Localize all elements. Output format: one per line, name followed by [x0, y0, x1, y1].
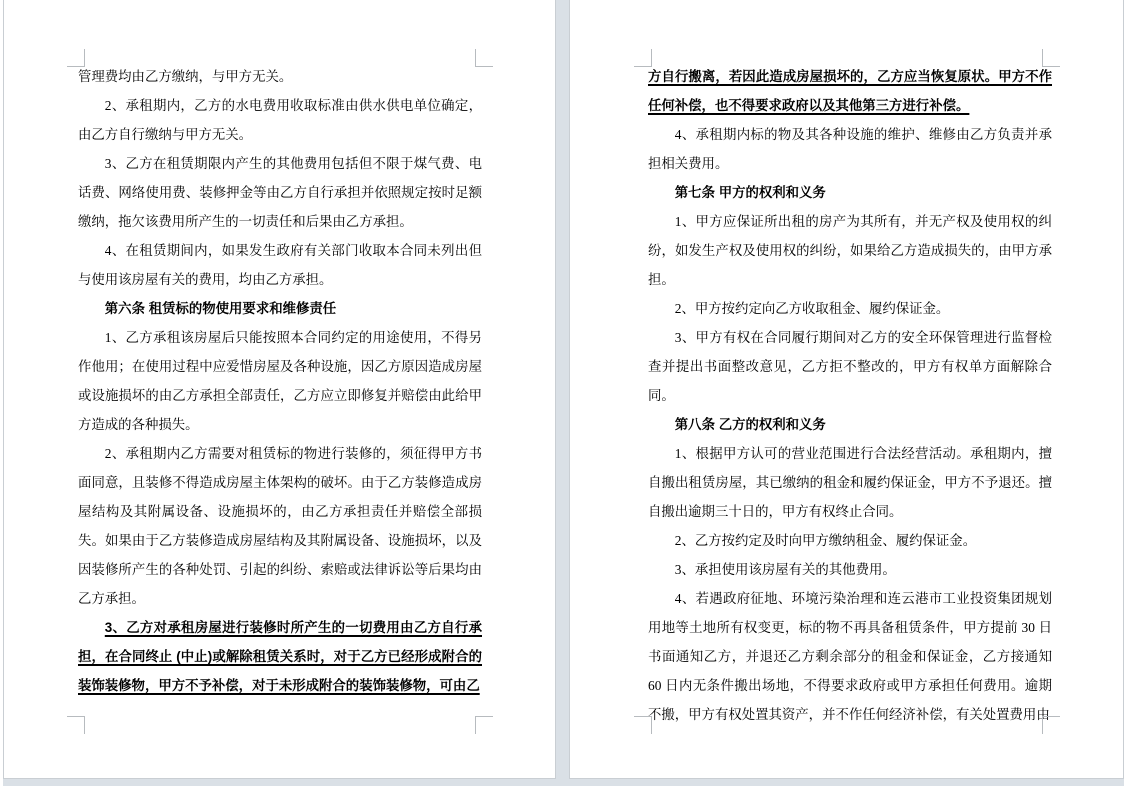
contract-paragraph[interactable]: 4、承租期内标的物及其各种设施的维护、维修由乙方负责并承担相关费用。 [648, 127, 1052, 171]
clause-heading[interactable]: 第七条 甲方的权利和义务 [674, 185, 826, 200]
text-boundary-mark-bottom-right [475, 716, 493, 734]
contract-paragraph[interactable]: 2、甲方按约定向乙方收取租金、履约保证金。 [674, 301, 950, 316]
text-boundary-mark-bottom-right [1042, 716, 1060, 734]
clause-heading[interactable]: 第八条 乙方的权利和义务 [674, 417, 826, 432]
text-boundary-mark-bottom-left [634, 716, 652, 734]
contract-paragraph[interactable]: 4、在租赁期间内，如果发生政府有关部门收取本合同未列出但与使用该房屋有关的费用，均由乙方承担。 [78, 243, 482, 287]
text-boundary-mark-top-left [67, 49, 85, 67]
contract-paragraph[interactable]: 管理费均由乙方缴纳，与甲方无关。 [78, 69, 293, 84]
contract-paragraph[interactable]: 1、乙方承租该房屋后只能按照本合同约定的用途使用，不得另作他用；在使用过程中应爱惜房屋及各种设施，因乙方原因造成房屋或设施损坏的由乙方承担全部责任，乙方应立即修复并赔偿由此给甲方造成的各种损失。 [78, 330, 482, 432]
contract-paragraph[interactable]: 1、根据甲方认可的营业范围进行合法经营活动。承租期内，擅自搬出租赁房屋，其已缴纳的租金和履约保证金，甲方不予退还。擅自搬出逾期三十日的，甲方有权终止合同。 [648, 446, 1052, 519]
text-boundary-mark-bottom-left [67, 716, 85, 734]
text-boundary-mark-top-left [634, 49, 652, 67]
contract-paragraph[interactable]: 3、承担使用该房屋有关的其他费用。 [674, 562, 896, 577]
contract-paragraph[interactable]: 3、乙方在租赁期限内产生的其他费用包括但不限于煤气费、电话费、网络使用费、装修押金等由乙方自行承担并依照规定按时足额缴纳，拖欠该费用所产生的一切责任和后果由乙方承担。 [78, 156, 482, 229]
text-column-left[interactable] [78, 62, 482, 700]
text-boundary-mark-top-right [1042, 49, 1060, 67]
contract-paragraph[interactable]: 3、乙方对承租房屋进行装修时所产生的一切费用由乙方自行承担，在合同终止 (中止)或解除租赁关系时，对于乙方已经形成附合的装饰装修物，甲方不予补偿，对于未形成附合的装饰装修物，可由乙 [78, 620, 482, 693]
clause-heading[interactable]: 第六条 租赁标的物使用要求和维修责任 [104, 301, 337, 316]
contract-paragraph[interactable]: 2、承租期内，乙方的水电费用收取标准由供水供电单位确定，由乙方自行缴纳与甲方无关。 [78, 98, 482, 142]
contract-paragraph[interactable]: 2、承租期内乙方需要对租赁标的物进行装修的，须征得甲方书面同意，且装修不得造成房屋主体架构的破坏。由于乙方装修造成房屋结构及其附属设备、设施损坏的，由乙方承担责任并赔偿全部损失。如果由于乙方装修造成房屋结构及其附属设备、设施损坏，以及因装修所产生的各种处罚、引起的纠纷、索赔或法律诉讼等后果均由乙方承担。 [78, 446, 482, 606]
contract-paragraph[interactable]: 1、甲方应保证所出租的房产为其所有，并无产权及使用权的纠纷，如发生产权及使用权的纠纷，如果给乙方造成损失的，由甲方承担。 [648, 214, 1052, 287]
text-column-right[interactable] [648, 62, 1052, 729]
document-page-right[interactable] [569, 0, 1124, 779]
contract-paragraph[interactable]: 方自行搬离，若因此造成房屋损坏的，乙方应当恢复原状。甲方不作任何补偿，也不得要求政府以及其他第三方进行补偿。 [648, 69, 1052, 113]
contract-paragraph[interactable]: 3、甲方有权在合同履行期间对乙方的安全环保管理进行监督检查并提出书面整改意见，乙方拒不整改的，甲方有权单方面解除合同。 [648, 330, 1052, 403]
text-boundary-mark-top-right [475, 49, 493, 67]
contract-paragraph[interactable]: 4、若遇政府征地、环境污染治理和连云港市工业投资集团规划用地等土地所有权变更，标的物不再具备租赁条件，甲方提前 30 日书面通知乙方，并退还乙方剩余部分的租金和保证金，乙方接通知 60 日内无条件搬出场地，不得要求政府或甲方承担任何费用。逾期不搬，甲方有权处置其资产，并不作任何经济补偿，有关处置费用由 [648, 591, 1052, 722]
document-page-left[interactable] [3, 0, 556, 779]
contract-paragraph[interactable]: 2、乙方按约定及时向甲方缴纳租金、履约保证金。 [674, 533, 977, 548]
